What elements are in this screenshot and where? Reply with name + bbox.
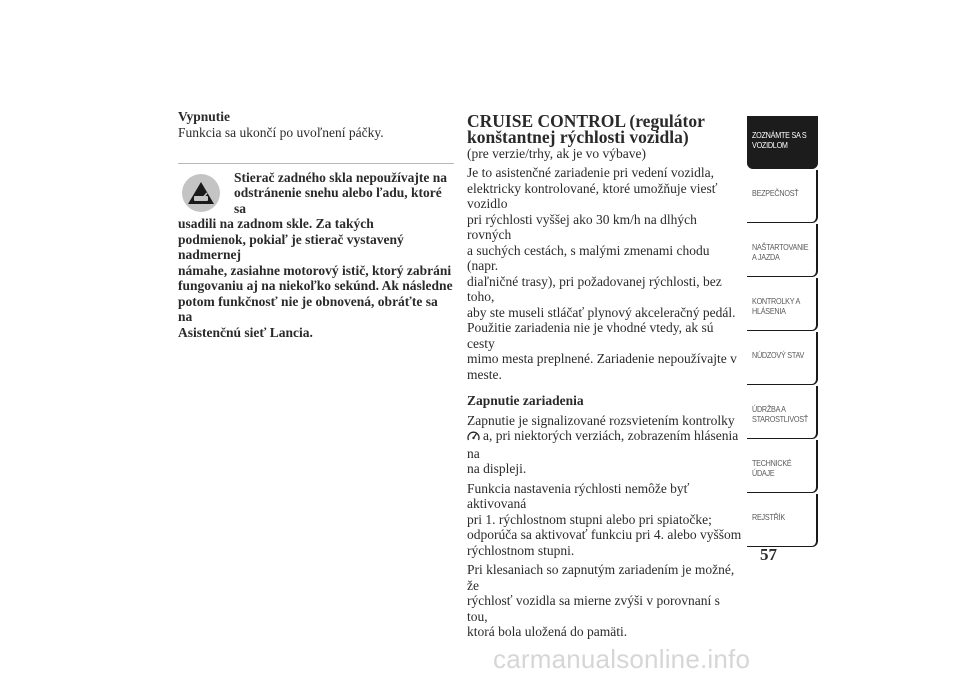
signal-line-2: a, pri niektorých verziách, zobrazením hlásenia na bbox=[467, 428, 739, 461]
tab-label-line: NAŠTARTOVANIE bbox=[752, 242, 809, 252]
warning-line-8: Asistenčnú sieť Lancia. bbox=[178, 324, 313, 340]
intro-line: mimo mesta preplnené. Zariadenie nepoužívajte v bbox=[467, 351, 737, 366]
warning-line-4: podmienok, pokiaľ je stierač vystavený nadmernej bbox=[178, 231, 404, 262]
page-number: 57 bbox=[760, 545, 777, 564]
chapter-sidebar bbox=[747, 116, 818, 548]
activation-line: Funkcia nastavenia rýchlosti nemôže byť aktivovaná bbox=[467, 480, 690, 511]
tab-nastartovanie-a-jazda[interactable] bbox=[747, 224, 818, 277]
right-column bbox=[467, 113, 742, 640]
intro-line: elektricky kontrolované, ktoré umožňuje viesť vozidlo bbox=[467, 180, 718, 211]
tab-kontrolky-a-hlasenia[interactable] bbox=[747, 278, 818, 331]
warning-line-5: námahe, zasiahne motorový istič, ktorý zabráni bbox=[178, 262, 452, 278]
tab-label-line: VOZIDLOM bbox=[752, 140, 788, 150]
signal-line-1: Zapnutie je signalizované rozsvietením kontrolky bbox=[467, 412, 735, 428]
section-title-line-1: CRUISE CONTROL (regulátor bbox=[467, 111, 705, 131]
descent-line: ktorá bola uložená do pamäti. bbox=[467, 624, 628, 639]
tab-technicke-udaje[interactable] bbox=[747, 440, 818, 493]
tab-zoznamte-sa-s-vozidlom[interactable] bbox=[747, 116, 818, 169]
tab-udrzba-a-starostlivost[interactable] bbox=[747, 386, 818, 439]
warning-line-3: usadili na zadnom skle. Za takých bbox=[178, 216, 374, 231]
vypnutie-text: Funkcia sa ukončí po uvoľnení páčky. bbox=[178, 125, 384, 140]
tab-label-line: A JAZDA bbox=[752, 252, 780, 262]
tab-nudzovy-stav[interactable] bbox=[747, 332, 818, 385]
section-title-line-2: konštantnej rýchlosti vozidla) bbox=[467, 127, 689, 147]
tab-rejstrik[interactable] bbox=[747, 494, 818, 547]
paragraph-signal bbox=[467, 413, 742, 477]
warning-box bbox=[178, 170, 454, 341]
activation-line: pri 1. rýchlostnom stupni alebo pri spiatočke; bbox=[467, 511, 712, 527]
tab-label-line: ÚDRŽBA A bbox=[752, 404, 786, 414]
intro-line: meste. bbox=[467, 366, 502, 382]
tab-label-line: ZOZNÁMTE SA S bbox=[752, 130, 807, 140]
intro-line: Použitie zariadenia nie je vhodné vtedy, ak sú cesty bbox=[467, 320, 714, 351]
intro-line: a suchých cestách, s malými zmenami chodu (napr. bbox=[467, 242, 710, 273]
warning-line-6: fungovaniu aj na niekoľko sekúnd. Ak následne bbox=[178, 278, 453, 293]
intro-paragraph bbox=[467, 165, 742, 382]
cruise-control-icon bbox=[467, 430, 480, 446]
descent-line: rýchlosť vozidla sa mierne zvýši v porovnaní s tou, bbox=[467, 593, 720, 624]
signal-line-3: na displeji. bbox=[467, 461, 527, 476]
intro-line: aby ste museli stláčať plynový akceleračný pedál. bbox=[467, 304, 736, 320]
tab-label-line: ÚDAJE bbox=[752, 468, 775, 478]
tab-label-line: REJSTŘÍK bbox=[752, 512, 785, 522]
divider bbox=[178, 163, 454, 164]
tab-label-line: KONTROLKY A bbox=[752, 296, 801, 306]
section-subtitle: (pre verzie/trhy, ak je vo výbave) bbox=[467, 146, 647, 161]
tab-bezpecnost[interactable] bbox=[747, 170, 818, 223]
watermark: carmanualsonline.info bbox=[493, 644, 751, 674]
wiper-warning-icon bbox=[182, 174, 220, 212]
intro-line: diaľničné trasy), pri požadovanej rýchlosti, bez toho, bbox=[467, 273, 722, 304]
activation-line: odporúča sa aktivovať funkciu pri 4. alebo vyššom bbox=[467, 527, 742, 542]
tab-label-line: BEZPEČNOSŤ bbox=[752, 188, 799, 198]
warning-line-1: Stierač zadného skla nepoužívajte na bbox=[234, 169, 448, 185]
paragraph-descent bbox=[467, 562, 742, 640]
section-title bbox=[467, 113, 742, 145]
paragraph-activation bbox=[467, 481, 742, 559]
section-heading-vypnutie: Vypnutie bbox=[178, 109, 231, 124]
intro-line: pri rýchlosti vyššej ako 30 km/h na dlhých rovných bbox=[467, 211, 697, 242]
tab-label-line: NÚDZOVÝ STAV bbox=[752, 350, 805, 360]
tab-label-line: TECHNICKÉ bbox=[752, 458, 792, 468]
descent-line: Pri klesaniach so zapnutým zariadením je možné, že bbox=[467, 562, 735, 593]
intro-line: Je to asistenčné zariadenie pri vedení vozidla, bbox=[467, 165, 715, 180]
warning-line-2: odstránenie snehu alebo ľadu, ktoré sa bbox=[234, 185, 442, 216]
left-column bbox=[178, 108, 454, 340]
warning-line-7: potom funkčnosť nie je obnovená, obráťte sa na bbox=[178, 293, 438, 324]
activation-line: rýchlostnom stupni. bbox=[467, 542, 575, 558]
subheading-zapnutie: Zapnutie zariadenia bbox=[467, 393, 584, 408]
tab-label-line: STAROSTLIVOSŤ bbox=[752, 414, 808, 424]
tab-label-line: HLÁSENIA bbox=[752, 306, 786, 316]
